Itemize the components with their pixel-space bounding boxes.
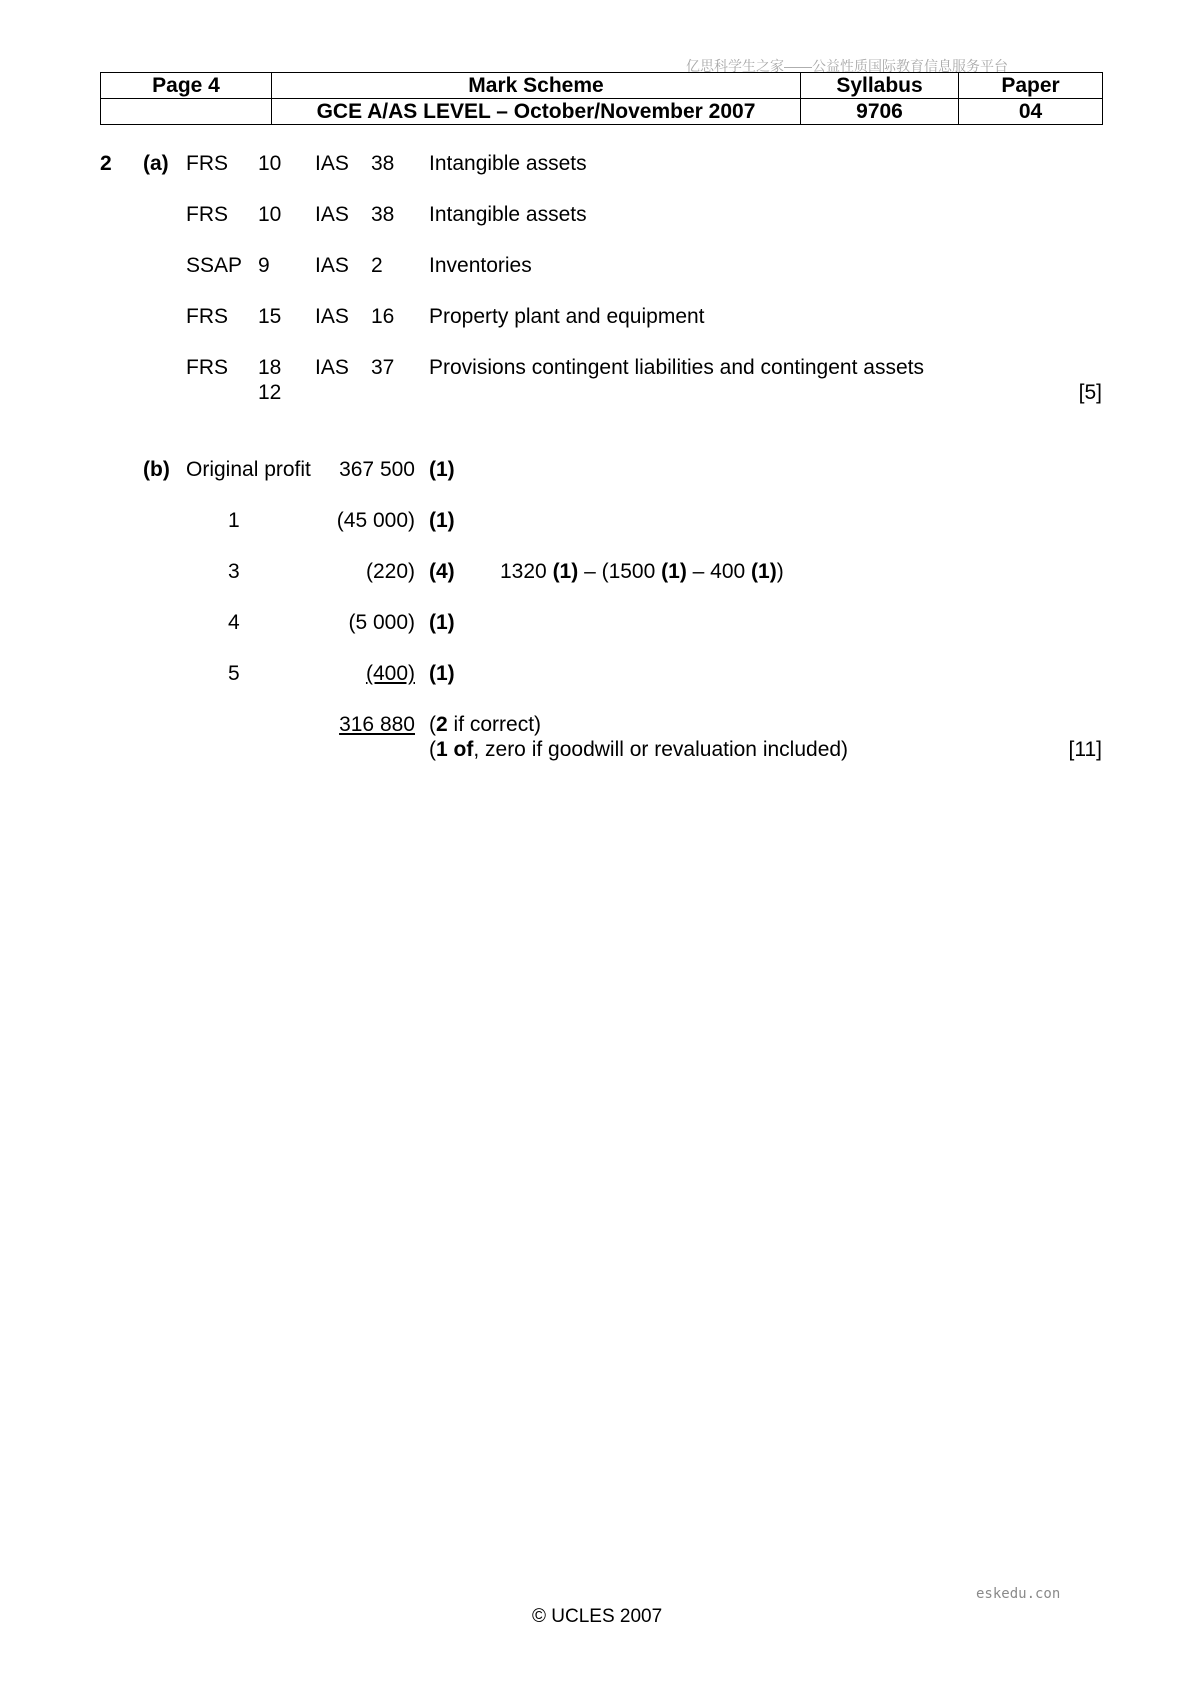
mark-award: (1) <box>429 662 455 685</box>
mark-award: (1) <box>429 509 455 532</box>
standard-description: Provisions contingent liabilities and contingent assets <box>429 356 924 379</box>
ias-number: 37 <box>371 356 395 379</box>
ias-label: IAS <box>315 152 349 175</box>
standard-number: 18 <box>258 356 282 379</box>
question-number: 2 <box>100 152 112 175</box>
ias-label: IAS <box>315 254 349 277</box>
standard-type: FRS <box>186 305 228 328</box>
ias-number: 38 <box>371 203 395 226</box>
part-a-marks: [5] <box>1078 381 1102 404</box>
original-profit-label: Original profit <box>186 458 311 481</box>
ias-number: 38 <box>371 152 395 175</box>
adjusted-profit-total: 316 880 <box>339 713 415 736</box>
adjustment-value: (400) <box>365 662 415 685</box>
header-empty-cell <box>101 99 272 125</box>
paper-label: Paper <box>959 73 1103 99</box>
syllabus-label: Syllabus <box>801 73 959 99</box>
calculation-note: 1320 (1) – (1500 (1) – 400 (1)) <box>500 560 784 583</box>
mark-award: (1) <box>429 611 455 634</box>
ias-number: 2 <box>371 254 383 277</box>
standard-number-secondary: 12 <box>258 381 282 404</box>
part-b-marks: [11] <box>1068 738 1102 761</box>
ias-label: IAS <box>315 305 349 328</box>
standard-description: Property plant and equipment <box>429 305 705 328</box>
standard-description: Intangible assets <box>429 203 587 226</box>
paper-number: 04 <box>959 99 1103 125</box>
adjustment-value: (5 000) <box>348 611 415 634</box>
page-number: Page 4 <box>101 73 272 99</box>
own-figure-note: (1 of, zero if goodwill or revaluation included) <box>429 738 849 761</box>
adjustment-item: 3 <box>228 560 240 583</box>
ias-number: 16 <box>371 305 395 328</box>
original-profit-value: 367 500 <box>339 458 415 481</box>
standard-number: 15 <box>258 305 282 328</box>
watermark-bottom: eskedu.con <box>976 1586 1061 1602</box>
standard-number: 9 <box>258 254 270 277</box>
ias-label: IAS <box>315 203 349 226</box>
copyright-footer: © UCLES 2007 <box>532 1606 663 1627</box>
ias-label: IAS <box>315 356 349 379</box>
standard-type: FRS <box>186 152 228 175</box>
header-table <box>100 72 1103 125</box>
syllabus-code: 9706 <box>801 99 959 125</box>
adjustment-item: 5 <box>228 662 240 685</box>
adjustment-value: (45 000) <box>336 509 415 532</box>
mark-award: (1) <box>429 458 455 481</box>
watermark-top: 亿思科学生之家——公益性质国际教育信息服务平台 <box>686 58 1008 74</box>
part-b-label: (b) <box>143 458 170 481</box>
standard-type: FRS <box>186 356 228 379</box>
standard-number: 10 <box>258 152 282 175</box>
standard-description: Intangible assets <box>429 152 587 175</box>
part-a-label: (a) <box>143 152 169 175</box>
adjustment-item: 4 <box>228 611 240 634</box>
exam-session: GCE A/AS LEVEL – October/November 2007 <box>272 99 801 125</box>
standard-description: Inventories <box>429 254 532 277</box>
total-mark-note: (2 if correct) <box>429 713 542 736</box>
standard-number: 10 <box>258 203 282 226</box>
mark-award: (4) <box>429 560 455 583</box>
standard-type: SSAP <box>186 254 243 277</box>
adjustment-value: (220) <box>365 560 415 583</box>
adjustment-item: 1 <box>228 509 240 532</box>
document-title: Mark Scheme <box>272 73 801 99</box>
standard-type: FRS <box>186 203 228 226</box>
